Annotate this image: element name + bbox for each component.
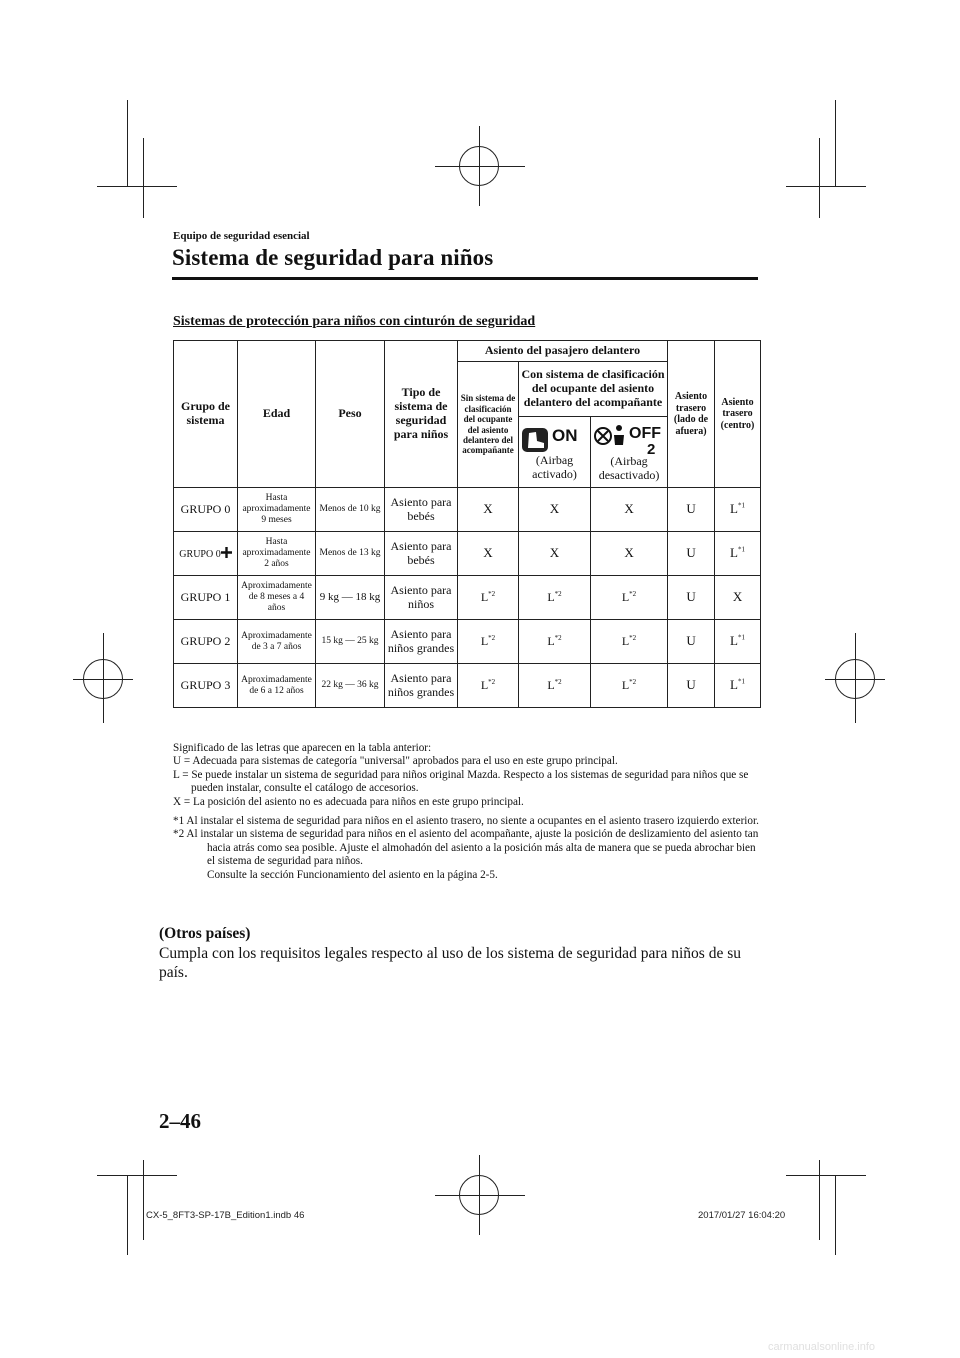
header-trasero-centro: Asiento trasero (centro) <box>715 341 761 488</box>
row-edad: Aproximadamente de 6 a 12 años <box>238 664 316 708</box>
row-lado: U <box>668 620 715 664</box>
row-edad: Aproximadamente de 3 a 7 años <box>238 620 316 664</box>
section-label: Equipo de seguridad esencial <box>173 230 310 242</box>
footnote-1: *1 Al instalar el sistema de seguridad para niños en el asiento trasero, no siente a ocupantes en el asiento trasero izquierdo exterior. <box>173 815 759 828</box>
table-row <box>174 532 761 576</box>
airbag-off-icon <box>593 423 665 455</box>
row-off: X <box>591 532 668 576</box>
otros-body: Cumpla con los requisitos legales respecto al uso de los sistema de seguridad para niños de su país. <box>159 945 741 981</box>
svg-text:OFF: OFF <box>629 425 661 443</box>
row-tipo: Asiento para bebés <box>385 532 458 576</box>
header-edad: Edad <box>238 341 316 488</box>
row-peso: Menos de 10 kg <box>316 488 385 532</box>
title-rule <box>172 277 758 280</box>
table-row <box>174 488 761 532</box>
row-grupo: GRUPO 0 <box>174 532 238 576</box>
row-edad: Hasta aproximadamente 9 meses <box>238 488 316 532</box>
row-on: $L^{*2}$ <box>519 664 591 708</box>
row-sin: X <box>458 488 519 532</box>
row-centro: X <box>715 576 761 620</box>
header-delantero: Asiento del pasajero delantero <box>458 341 668 362</box>
header-airbag-on <box>519 417 591 488</box>
row-centro: $L^{*1}$ <box>715 488 761 532</box>
row-peso: Menos de 13 kg <box>316 532 385 576</box>
table-row <box>174 664 761 708</box>
row-tipo: Asiento para bebés <box>385 488 458 532</box>
header-grupo: Grupo de sistema <box>174 341 238 488</box>
page-number: 2–46 <box>159 1109 201 1133</box>
row-lado: U <box>668 532 715 576</box>
legend-u: U = Adecuada para sistemas de categoría "universal" aprobados para el uso en este grupo principal. <box>173 755 618 768</box>
watermark: carmanualsonline.info <box>768 1341 876 1353</box>
row-sin: $L^{*2}$ <box>458 576 519 620</box>
header-con-clasificacion: Con sistema de clasificación del ocupante del asiento delantero del acompañante <box>519 362 668 417</box>
row-on: X <box>519 532 591 576</box>
section-subtitle: Sistemas de protección para niños con cinturón de seguridad <box>173 314 536 329</box>
row-tipo: Asiento para niños grandes <box>385 620 458 664</box>
row-grupo: GRUPO 0 <box>174 488 238 532</box>
row-tipo: Asiento para niños <box>385 576 458 620</box>
footer-timestamp: 2017/01/27 16:04:20 <box>698 1210 786 1221</box>
legend-x: X = La posición del asiento no es adecuada para niños en este grupo principal. <box>173 795 524 808</box>
header-trasero-lado: Asiento trasero (lado de afuera) <box>668 341 715 488</box>
airbag-on-label: (Airbag activado) <box>532 453 577 481</box>
header-tipo: Tipo de sistema de seguridad para niños <box>385 341 458 488</box>
row-grupo: GRUPO 1 <box>174 576 238 620</box>
row-centro: $L^{*1}$ <box>715 664 761 708</box>
airbag-on-icon <box>520 424 590 454</box>
row-on: X <box>519 488 591 532</box>
row-lado: U <box>668 664 715 708</box>
table-row <box>174 576 761 620</box>
row-grupo: GRUPO 3 <box>174 664 238 708</box>
row-sin: X <box>458 532 519 576</box>
row-lado: U <box>668 488 715 532</box>
footer-file: CX-5_8FT3-SP-17B_Edition1.indb 46 <box>146 1210 305 1221</box>
row-peso: 15 kg — 25 kg <box>316 620 385 664</box>
header-airbag-off <box>591 417 668 488</box>
row-grupo: GRUPO 2 <box>174 620 238 664</box>
row-lado: U <box>668 576 715 620</box>
row-tipo: Asiento para niños grandes <box>385 664 458 708</box>
legend-l: L = Se puede instalar un sistema de seguridad para niños original Mazda. Respecto a los sistemas de seguridad para niños que se pueden instalar, consulte el catálogo de accesorios. <box>173 768 749 795</box>
legend-intro: Significado de las letras que aparecen en la tabla anterior: <box>173 742 432 754</box>
row-peso: 9 kg — 18 kg <box>316 576 385 620</box>
row-sin: $L^{*2}$ <box>458 664 519 708</box>
footnote-2-reference: Consulte la sección Funcionamiento del asiento en la página 2-5. <box>207 868 498 881</box>
table-notes <box>173 742 763 882</box>
row-off: $L^{*2}$ <box>591 664 668 708</box>
row-edad: Aproximadamente de 8 meses a 4 años <box>238 576 316 620</box>
row-off: X <box>591 488 668 532</box>
row-sin: $L^{*2}$ <box>458 620 519 664</box>
table-row <box>174 620 761 664</box>
page-title: Sistema de seguridad para niños <box>172 245 494 270</box>
header-sin-clasificacion: Sin sistema de clasificación del ocupante del asiento delantero del acompañante <box>458 362 519 488</box>
row-on: $L^{*2}$ <box>519 576 591 620</box>
svg-text:2: 2 <box>647 441 656 456</box>
row-off: $L^{*2}$ <box>591 620 668 664</box>
row-centro: $L^{*1}$ <box>715 532 761 576</box>
header-peso: Peso <box>316 341 385 488</box>
row-centro: $L^{*1}$ <box>715 620 761 664</box>
airbag-off-label: (Airbag desactivado) <box>598 454 660 482</box>
row-peso: 22 kg — 36 kg <box>316 664 385 708</box>
plus-icon <box>221 547 232 558</box>
row-edad: Hasta aproximadamente 2 años <box>238 532 316 576</box>
child-seat-table <box>173 340 761 708</box>
svg-text:ON: ON <box>552 426 578 446</box>
row-off: $L^{*2}$ <box>591 576 668 620</box>
row-on: $L^{*2}$ <box>519 620 591 664</box>
footnote-2: *2 Al instalar un sistema de seguridad para niños en el asiento del acompañante, ajuste la posición de deslizamiento del asiento tan hacia atrás como sea posible. Ajuste el almohadón del asiento a la posición más alta de manera que se pueda abrochar bien el sistema de seguridad para niños. <box>173 828 759 868</box>
otros-heading: (Otros países) <box>159 925 251 942</box>
